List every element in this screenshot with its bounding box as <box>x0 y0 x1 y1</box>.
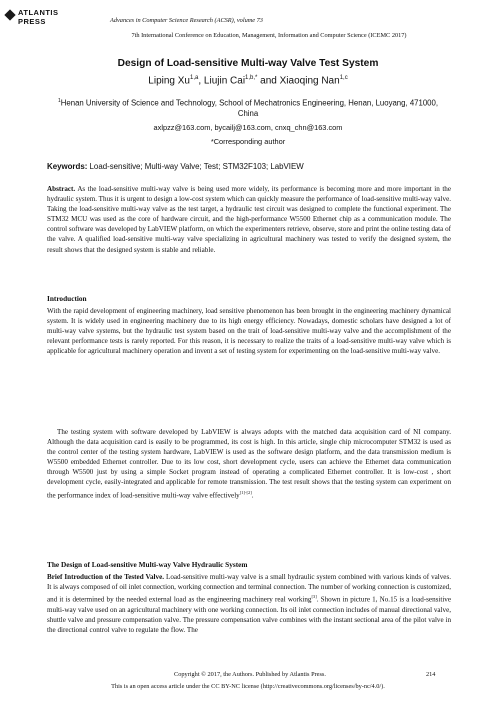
design-paragraph-1 <box>47 572 451 635</box>
logo-diamond-icon <box>4 9 15 20</box>
intro-paragraph-1: With the rapid development of engineering machinery, load sensitive phenomenon has been brought in the engineering machinery dynamical system. It is widely used in engineering machinery due to its high energy efficiency. Nowadays, domestic scholars have designed a lot of multi-way valve systems, but the hydraulic test system based on the trait of load-sensitive multi-way valve and the accomplishment of the relevant performance tests is rarely reported. For this reason, it is necessary to realize the traits of a load-sensitive multi-way valve which is applicable for agricultural machinery operation and invent a set of testing system for experimenting on the load-sensitive multi-way valve. <box>47 307 451 356</box>
subsection-label: Brief Introduction of the Tested Valve. <box>47 573 164 581</box>
series-header: Advances in Computer Science Research (ACSR), volume 73 <box>110 17 263 24</box>
section-heading-introduction: Introduction <box>47 294 87 303</box>
citation-ref: [1]-[2] <box>239 489 252 495</box>
author-separator: , <box>198 75 204 87</box>
paper-title: Design of Load-sensitive Multi-way Valve Test System <box>117 58 379 69</box>
logo-line-1: ATLANTIS <box>18 8 59 17</box>
intro-paragraph-2-end: . <box>251 490 254 499</box>
abstract-text: As the load-sensitive multi-way valve is being used more widely, its performance is becoming more and more important in the hydraulic system. Thus it is urgent to design a low-cost system which can quickly measure the performance of load-sensitive multi-way valve. Taking the load-sensitive multi-way valve as the test target, a hydraulic test circuit was designed to complete the functional experiment. The STM32 MCU was used as the core of hardware circuit, and the high-performance W5500 Ethernet chip as a communication module. The control software was developed by LabVIEW platform, on which the experimenters retrieve, observe, store and print the online testing data of the valve. A qualified load-sensitive multi-way valve specializing in agricultural machinery was tested to verify the designed system, the result shows that the designed system is stable and reliable. <box>47 185 451 254</box>
author-list <box>40 75 456 86</box>
author-name: Liujin Cai <box>203 75 246 87</box>
keywords <box>47 162 457 171</box>
author-name: Liping Xu <box>148 75 190 87</box>
design-text-b: . Shown in picture 1, No.15 is a load-sensitive multi-way valve used on an agricultural machinery with one working connection. Its oil inlet connection includes of manual directional valve, shuttle valve and pressure compensation valve. The pressure compensation valve combines with the instant sectional area of the pilot valve in the directional control valve to regulate the flow. The <box>47 595 451 634</box>
logo-line-2: PRESS <box>18 17 46 26</box>
affiliation-text: Henan University of Science and Technology, School of Mechatronics Engineering, Henan, Luoyang, 471000, China <box>60 98 439 118</box>
license-footer: This is an open access article under the CC BY-NC license (http://creativecommons.org/licenses/by-nc/4.0/). <box>111 683 385 690</box>
author-emails: axlpzz@163.com, bycailj@163.com, cnxq_chn@163.com <box>153 123 343 132</box>
abstract <box>47 184 451 255</box>
intro-paragraph-2 <box>47 427 451 500</box>
page-number: 214 <box>426 671 436 678</box>
author-name: Xiaoqing Nan <box>279 75 340 87</box>
copyright-footer: Copyright © 2017, the Authors. Published by Atlantis Press. <box>174 671 326 678</box>
author-sup: 1,c <box>339 75 348 81</box>
design-text-a: Load-sensitive multi-way valve is a small hydraulic system combined with various kinds of valves. It is always composed of oil inlet connection, working connection and terminal connection. The number of working connection is customized, and it is determined by the needed external load as the engineering machinery real working <box>47 573 451 604</box>
affiliation-sup: 1 <box>57 98 61 104</box>
author-separator: and <box>257 75 280 87</box>
publisher-logo <box>4 8 59 26</box>
abstract-label: Abstract. <box>47 185 76 193</box>
keywords-text: Load-sensitive; Multi-way Valve; Test; STM32F103; LabVIEW <box>89 162 304 171</box>
author-sup: 1,b,* <box>245 75 258 81</box>
intro-paragraph-2-text: The testing system with software developed by LabVIEW is always adopts with the matched data acquisition card of NI company. Although the data acquisition card is easily to be programmed, its cost is high. In this article, single chip microcomputer STM32 is used as the control center of the testing system hardware, LabVIEW is used as the software design platform, and the data transmission medium is W5500 embedded Ethernet controller. Due to its low cost, short development cycle, users can achieve the Ethernet data communication through W5500 just by using a simple Socket program instead of operating a complicated Ethernet controller. It is low-cost , short development cycle, easily-integrated and applicable for remote transmission. The test result shows that the testing system can experiment on the performance index of load-sensitive multi-way valve effectively <box>47 428 451 499</box>
citation-ref: [3] <box>311 594 317 600</box>
keywords-label: Keywords: <box>47 162 88 171</box>
section-heading-design: The Design of Load-sensitive Multi-way Valve Hydraulic System <box>47 560 248 569</box>
author-sup: 1,a <box>190 75 199 81</box>
affiliation <box>48 96 448 119</box>
conference-header: 7th International Conference on Education, Management, Information and Computer Science (ICEMC 2017) <box>131 32 407 39</box>
corresponding-author-note: *Corresponding author <box>210 137 286 146</box>
